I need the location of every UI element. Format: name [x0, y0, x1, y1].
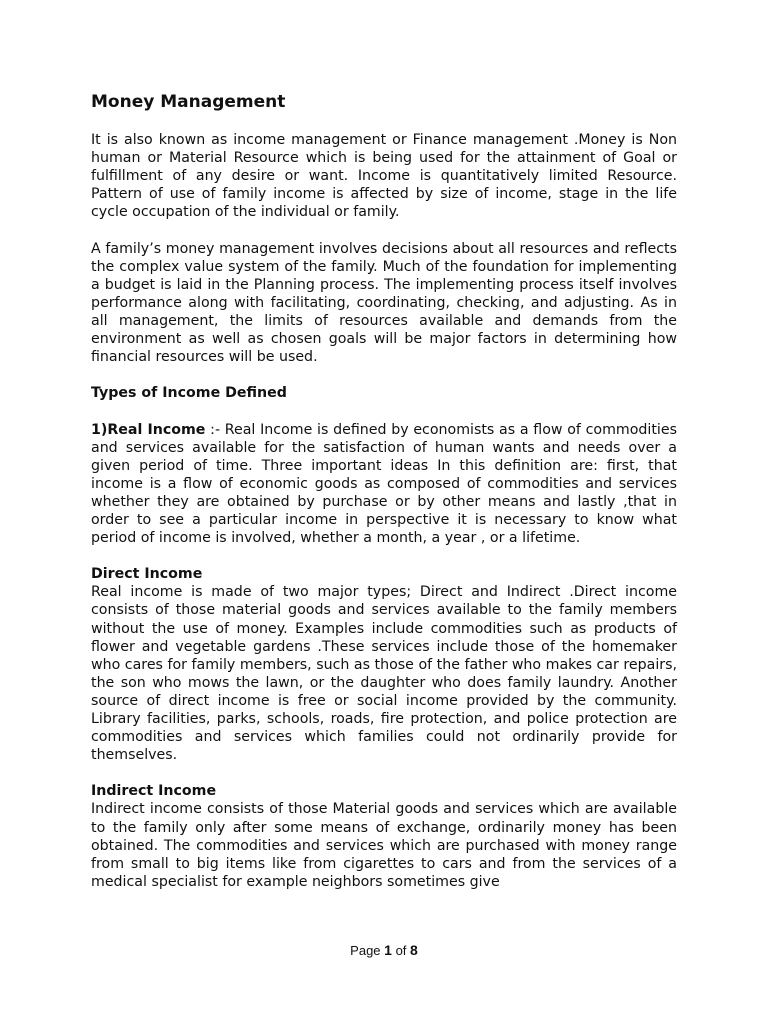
real-income-text: :- Real Income is defined by economists as a flow of commodities and services available for the satisfaction of human wants and needs over a given period of time. Three important ideas In this definition are: first, that income is a flow of economic goods as composed of commodities and services whether they are obtained by purchase or by other means and lastly ,that in order to see a particular income in perspective it is necessary to know what period of income is involved, whether a month, a year , or a lifetime. — [91, 421, 677, 547]
types-heading: Types of Income Defined — [91, 385, 287, 402]
intro-paragraph-1: It is also known as income management or Finance management .Money is Non human or Material Resource which is being used for the attainment of Goal or fulfillment of any desire or want. Income is quantitatively limited Resource. Pattern of use of family income is affected by size of income, stage in the life cycle occupation of the individual or family. — [91, 132, 677, 221]
indirect-income-heading: Indirect Income — [91, 783, 217, 800]
page-word: Page — [350, 943, 385, 958]
real-income-paragraph — [91, 421, 677, 548]
of-word: of — [391, 943, 411, 958]
total-pages-number: 8 — [410, 942, 418, 958]
direct-income-paragraph: Real income is made of two major types; Direct and Indirect .Direct income consists of those material goods and services available to the family members without the use of money. Examples include commodities such as products of flower and vegetable gardens .These services include those of the homemaker who cares for family members, such as those of the father who makes car repairs, the son who mows the lawn, or the daughter who does family laundry. Another source of direct income is free or social income provided by the community. Library facilities, parks, schools, roads, fire protection, and police protection are commodities and services which families could not ordinarily provide for themselves. — [91, 584, 677, 764]
real-income-label: 1)Real Income — [91, 421, 206, 438]
intro-paragraph-2: A family’s money management involves decisions about all resources and reflects the complex value system of the family. Much of the foundation for implementing a budget is laid in the Planning process. The implementing process itself involves performance along with facilitating, coordinating, checking, and adjusting. As in all management, the limits of resources available and demands from the environment as well as chosen goals will be major factors in determining how financial resources will be used. — [91, 240, 677, 366]
document-title: Money Management — [91, 92, 286, 112]
document-body — [91, 90, 677, 891]
indirect-income-paragraph: Indirect income consists of those Material goods and services which are available to the family only after some means of exchange, ordinarily money has been obtained. The commodities and services which are purchased with money range from small to big items like from cigarettes to cars and from the services of a medical specialist for example neighbors sometimes give — [91, 801, 677, 890]
page-footer — [0, 942, 768, 958]
current-page-number: 1 — [384, 942, 392, 958]
direct-income-heading: Direct Income — [91, 566, 203, 583]
